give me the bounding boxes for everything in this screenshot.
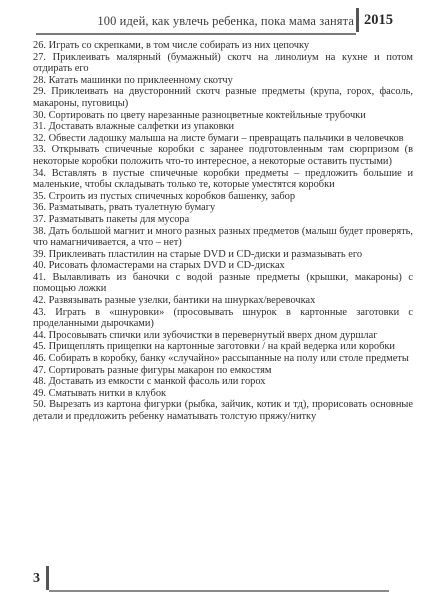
- list-item: 49. Сматывать нитки в клубок: [33, 387, 167, 399]
- list-item: 36. Разматывать, рвать туалетную бумагу: [33, 202, 216, 214]
- page-number: 3: [33, 571, 40, 586]
- footer-divider: [46, 566, 49, 590]
- list-item: 33. Открывать спичечные коробки с заранее подготовленным там сюрпризом (в некоторые коробки положить что-то интересное, а некоторые оставить пустыми): [33, 144, 413, 167]
- list-item: 32. Обвести ладошку малыша на листе бумаги – превращать пальчики в человечков: [33, 132, 404, 144]
- header-rule: [36, 33, 356, 35]
- list-item: 47. Сортировать разные фигуры макарон по емкостям: [33, 364, 272, 376]
- list-item: 28. Катать машинки по приклеенному скотчу: [33, 74, 233, 86]
- list-item: 42. Развязывать разные узелки, бантики на шнурках/веревочках: [33, 295, 316, 307]
- list-item: 38. Дать большой магнит и много разных разных предметов (малыш будет проверять, что намагничивается, а что – нет): [33, 225, 413, 249]
- list-item: 40. Рисовать фломастерами на старых DVD и CD-дисках: [33, 260, 285, 272]
- page-header: [0, 0, 424, 34]
- list-item: 27. Приклеивать малярный (бумажный) скотч на линолиум на кухне и потом отдирать его: [33, 51, 413, 75]
- list-item: 35. Строить из пустых спичечных коробков башенку, забор: [33, 190, 296, 202]
- list-item: 31. Доставать влажные салфетки из упаковки: [33, 121, 235, 133]
- header-year: 2015: [364, 12, 393, 28]
- list-item: 30. Сортировать по цвету нарезанные разноцветные коктейльные трубочки: [33, 109, 366, 121]
- header-divider: [356, 8, 359, 32]
- list-item: 41. Вылавливать из баночки с водой разные предметы (крышки, макароны) с помощью ложки: [33, 271, 413, 295]
- list-item: 50. Вырезать из картона фигурки (рыбка, зайчик, котик и тд), прорисовать основные детали и предложить ребенку наматывать толстую пряжу/нитку: [33, 399, 413, 422]
- list-item: 37. Разматывать пакеты для мусора: [33, 213, 190, 225]
- header-title: 100 идей, как увлечь ребенка, пока мама занята: [97, 14, 354, 28]
- list-item: 45. Прищеплять прищепки на картонные заготовки / на край ведерка или коробки: [33, 341, 395, 353]
- list-item: 43. Играть в «шнуровки» (просовывать шнурок в картонные заготовки с проделанными дырочками): [33, 306, 413, 330]
- list-item: 26. Играть со скрепками, в том числе собирать из них цепочку: [33, 40, 310, 51]
- list-item: 29. Приклеивать на двусторонний скотч разные предметы (крупа, горох, фасоль, макароны, пуговицы): [33, 86, 413, 109]
- footer-rule: [49, 590, 389, 592]
- list-item: 44. Просовывать спички или зубочистки в перевернутый вверх дном дуршлаг: [33, 329, 378, 341]
- list-item: 46. Собирать в коробку, банку «случайно» рассыпанные на полу или столе предметы: [33, 353, 409, 365]
- page-footer: [0, 560, 424, 600]
- list-item: 34. Вставлять в пустые спичечные коробки предметы – предложить большие и маленькие, чтобы складывать только те, которые уместятся коробки: [33, 167, 413, 191]
- ideas-list: [33, 40, 413, 423]
- list-item: 48. Доставать из емкости с манкой фасоль или горох: [33, 376, 266, 388]
- list-item: 39. Приклеивать пластилин на старые DVD и CD-диски и размазывать его: [33, 248, 363, 260]
